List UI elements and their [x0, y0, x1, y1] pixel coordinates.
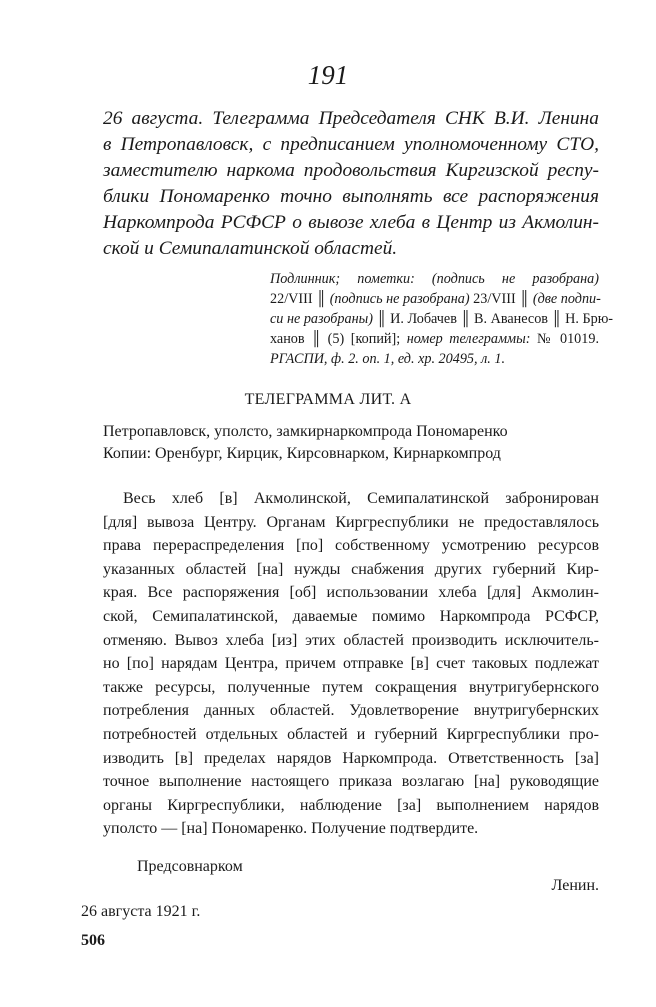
source-fragment: (подпись не разобрана) [329, 291, 470, 307]
source-fragment: ханов ║ (5) [копий]; [270, 331, 407, 347]
header-line: Наркомпрода РСФСР о вывозе хлеба в Центр из Акмолин- [103, 212, 599, 233]
source-fragment: 22/VIII ║ [270, 291, 330, 307]
body-line: края. Все распоряжения [об] использовании хлеба [для] Акмолин- [103, 584, 599, 602]
source-line [270, 309, 614, 329]
source-fragment: 23/VIII ║ [469, 291, 533, 307]
body-line: потребностей отдельных областей и губерний Киргреспублики про- [103, 725, 599, 743]
body-line: но [по] нарядам Центра, причем отправке [в] счет таковых подлежат [103, 655, 599, 673]
source-line [270, 289, 599, 309]
body-line: потребления данных областей. Удовлетворение внутригубернских [103, 702, 599, 720]
address-line: Копии: Оренбург, Кирцик, Кирсовнарком, Кирнаркомпрод [103, 445, 501, 462]
source-fragment: (две подпи- [532, 291, 601, 307]
source-fragment: № 01019. [530, 331, 599, 347]
body-line: уполсто — [на] Пономаренко. Получение подтвердите. [103, 820, 479, 838]
telegram-body [103, 487, 599, 841]
body-line: точное выполнение настоящего приказа возлагаю [на] руководящие [103, 773, 599, 791]
address-line: Петропавловск, уполсто, замкирнаркомпрода Пономаренко [103, 423, 508, 440]
document-number: 191 [307, 60, 349, 90]
body-line: органы Киргреспублики, наблюдение [за] выполнением нарядов [103, 796, 599, 814]
source-line [270, 329, 599, 349]
body-line: отменяю. Вывоз хлеба [из] этих областей производить исключитель- [103, 631, 599, 649]
body-line: права перераспределения [по] собственному усмотрению ресурсов [103, 537, 599, 555]
header-line: блики Пономаренко точно выполнять все распоряжения [103, 186, 599, 207]
signer-title: Предсовнарком [137, 858, 243, 875]
source-fragment: ║ И. Лобачев ║ В. Аванесов ║ Н. Брю- [372, 311, 614, 327]
signer-name: Ленин. [551, 877, 599, 894]
source-line: Подлинник; пометки: (подпись не разобрана) [270, 271, 599, 287]
source-line: РГАСПИ, ф. 2. оп. 1, ед. хр. 20495, л. 1. [270, 351, 506, 367]
header-line: ской и Семипалатинской областей. [103, 238, 398, 259]
body-line: [для] вывоза Центру. Органам Киргреспублики не предоставлялось [103, 513, 599, 531]
document-date: 26 августа 1921 г. [81, 903, 201, 920]
archival-source-note [270, 269, 614, 369]
header-line: 26 августа. Телеграмма Председателя СНК В.И. Ленина [103, 108, 599, 129]
document-header [103, 106, 599, 262]
source-fragment: си не разобраны) [270, 311, 373, 327]
body-line: ской, Семипалатинской, даваемые помимо Наркомпрода РСФСР, [103, 607, 599, 625]
telegram-address [103, 421, 599, 465]
header-line: в Петропавловск, с предписанием уполномоченному СТО, [103, 134, 599, 155]
source-fragment: номер телеграммы: [406, 331, 531, 347]
page-number: 506 [81, 932, 105, 949]
header-line: заместителю наркома продовольствия Киргизской респу- [103, 160, 599, 181]
telegram-title: ТЕЛЕГРАММА ЛИТ. А [244, 391, 412, 408]
body-line: Весь хлеб [в] Акмолинской, Семипалатинской забронирован [123, 490, 599, 507]
body-line: изводить [в] пределах нарядов Наркомпрода. Ответственность [за] [103, 749, 599, 767]
body-line: также ресурсы, полученные путем сокращения внутригубернского [103, 678, 599, 696]
body-line: указанных областей [на] нужды снабжения других губерний Кир- [103, 560, 599, 578]
